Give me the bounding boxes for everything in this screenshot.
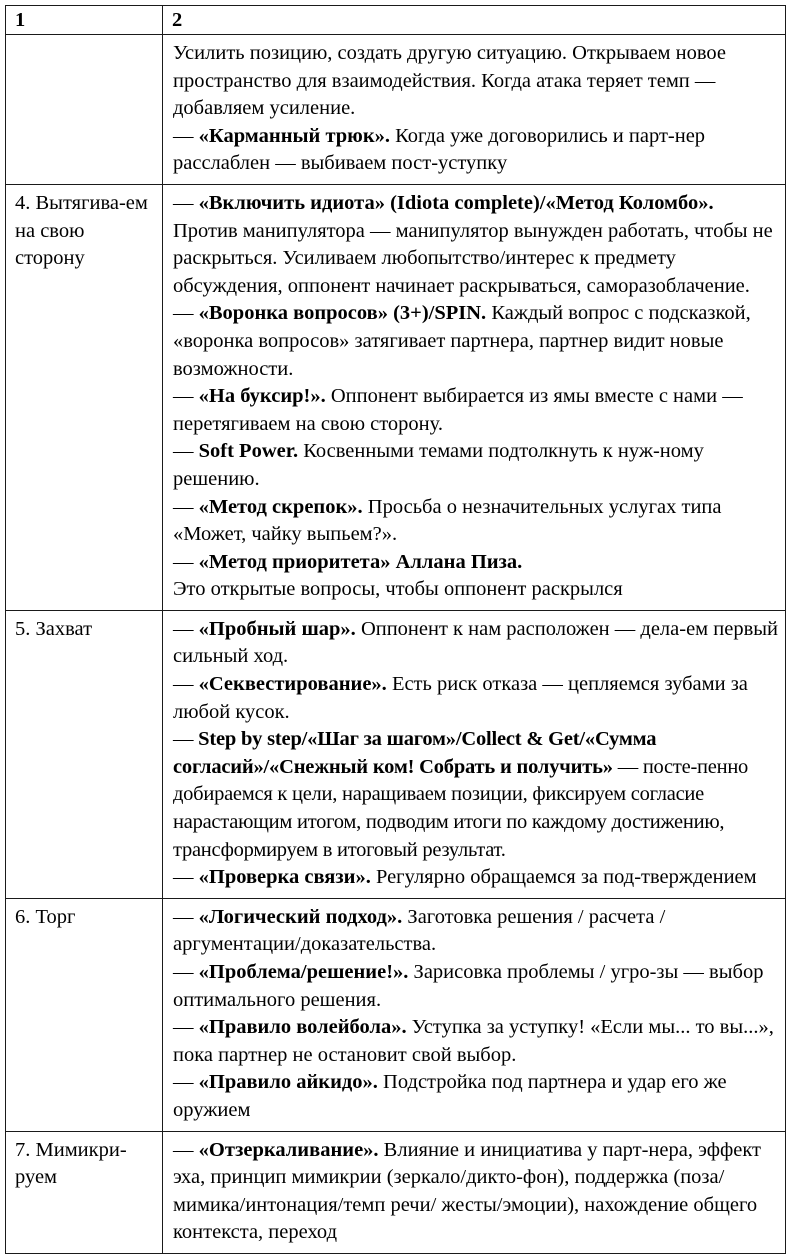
content-paragraph xyxy=(173,40,778,123)
content-paragraph xyxy=(173,190,778,300)
technique-description: Есть риск отказа — цепляемся зубами за любой кусок. xyxy=(173,673,748,723)
technique-description: — xyxy=(173,1138,199,1161)
row-label xyxy=(6,35,162,46)
technique-description: Подстройка под партнера и удар его же оружием xyxy=(173,1071,727,1121)
table-header xyxy=(6,6,786,35)
technique-name: Step by step/«Шаг за шагом»/Collect & Get/«Сумма согласий»/«Снежный ком! Собрать и получить» xyxy=(173,728,657,778)
row-content xyxy=(163,185,785,610)
row-content xyxy=(163,1132,785,1253)
technique-name: «Воронка вопросов» (3+)/SPIN. xyxy=(198,302,487,325)
content-paragraph xyxy=(173,576,778,604)
table-row xyxy=(6,898,786,1131)
content-paragraph xyxy=(173,494,778,549)
table-header-row xyxy=(6,6,786,35)
row-content-cell xyxy=(163,898,786,1131)
technique-name: «Метод приоритета» Аллана Пиза. xyxy=(198,550,523,573)
technique-description: Косвенными темами подтолкнуть к нуж-ному решению. xyxy=(173,440,704,490)
technique-description: Регулярно обращаемся за под-тверждением xyxy=(370,866,757,889)
column-header-2-label: 2 xyxy=(172,9,183,31)
row-label-cell xyxy=(6,184,163,610)
row-content-cell xyxy=(163,184,786,610)
technique-description: Просьба о незначительных услугах типа «Может, чайку выпьем?». xyxy=(173,495,722,546)
technique-description: — xyxy=(173,191,199,214)
technique-description: — посте-пенно добираемся к цели, наращиваем позиции, фиксируем согласие нарастающим итогом, подводим итоги по каждому достижению, трансформируем в итоговый результат. xyxy=(173,755,749,861)
content-paragraph xyxy=(173,1137,778,1247)
technique-description: Уступка за уступку! «Если мы... то вы...», пока партнер не остановит свой выбор. xyxy=(173,1016,774,1066)
technique-name: «Включить идиота» (Idiota complete)/«Метод Коломбо». xyxy=(198,191,714,214)
technique-description: — xyxy=(173,124,199,147)
content-paragraph xyxy=(173,616,778,671)
table-row xyxy=(6,610,786,898)
methods-table xyxy=(5,5,786,1254)
technique-name: «Карманный трюк». xyxy=(198,124,391,147)
technique-name: «На буксир!». xyxy=(198,385,326,408)
technique-description: Оппонент к нам расположен — дела-ем первый сильный ход. xyxy=(173,617,779,668)
row-content xyxy=(163,35,785,184)
table-row xyxy=(6,35,786,185)
technique-description: — xyxy=(173,1016,199,1039)
content-paragraph xyxy=(173,726,778,864)
technique-description: Зарисовка проблемы / угро-зы — выбор оптимального решения. xyxy=(173,961,764,1011)
technique-description: — xyxy=(173,866,199,889)
row-label-cell xyxy=(6,610,163,898)
row-label: 5. Захват xyxy=(15,617,93,640)
content-paragraph xyxy=(173,671,778,726)
technique-description: — xyxy=(173,673,199,696)
content-paragraph xyxy=(173,864,778,892)
row-content xyxy=(163,611,785,898)
technique-name: «Проверка связи». xyxy=(198,866,371,889)
content-paragraph xyxy=(173,383,778,438)
column-header-1 xyxy=(6,6,163,35)
technique-description: Когда уже договорились и парт-нер расслаблен — выбиваем пост-уступку xyxy=(173,124,706,175)
technique-description: — xyxy=(173,495,199,518)
technique-name: «Правило волейбола». xyxy=(198,1016,407,1039)
technique-name: «Проблема/решение!». xyxy=(198,961,409,983)
technique-description: Против манипулятора — манипулятор вынужден работать, чтобы не раскрыться. Усиливаем любопытство/интерес к предмету обсуждения, оппонент начинает раскрываться, саморазоблачение. xyxy=(173,219,773,297)
technique-name: Soft Power. xyxy=(198,440,299,463)
technique-description: Влияние и инициатива у парт-нера, эффект эха, принцип мимикрии (зеркало/дикто-фон), поддержка (поза/мимика/интонация/темп речи/ жесты/эмоции), нахождение общего контекста, переход xyxy=(173,1138,761,1244)
content-paragraph xyxy=(173,1014,778,1069)
technique-name: «Пробный шар». xyxy=(198,617,356,640)
content-paragraph xyxy=(173,904,778,959)
content-paragraph xyxy=(173,1069,778,1124)
content-paragraph xyxy=(173,549,778,577)
technique-description: — xyxy=(173,440,199,463)
row-content xyxy=(163,899,785,1131)
technique-description: — xyxy=(173,302,199,325)
row-content-cell xyxy=(163,610,786,898)
table-body xyxy=(6,35,786,1254)
row-label-cell xyxy=(6,35,163,185)
content-paragraph xyxy=(173,123,778,178)
technique-name: «Логический подход». xyxy=(198,905,403,928)
row-content-cell xyxy=(163,1131,786,1253)
row-label-cell xyxy=(6,898,163,1131)
row-label: 4. Вытягива-ем на свою сторону xyxy=(15,191,148,270)
table-row xyxy=(6,184,786,610)
technique-description: — xyxy=(173,1071,199,1094)
technique-description: Заготовка решения / расчета / аргументации/доказательства. xyxy=(173,905,666,956)
technique-description: Оппонент выбирается из ямы вместе с нами — перетягиваем на свою сторону. xyxy=(173,385,743,435)
column-header-1-label: 1 xyxy=(15,9,26,31)
content-paragraph xyxy=(173,300,778,383)
technique-description: — xyxy=(173,905,199,928)
technique-description: — xyxy=(173,728,199,751)
technique-name: «Правило айкидо». xyxy=(198,1071,378,1094)
technique-description: — xyxy=(173,617,199,640)
content-paragraph xyxy=(173,438,778,493)
row-label: 6. Торг xyxy=(15,905,76,928)
technique-description: — xyxy=(173,961,199,983)
row-label: 7. Мимикри-руем xyxy=(15,1138,127,1189)
technique-description: Усилить позицию, создать другую ситуацию. Открываем новое пространство для взаимодействия. Когда атака теряет темп — добавляем усиление. xyxy=(173,42,726,120)
technique-description: — xyxy=(173,550,199,573)
table-row xyxy=(6,1131,786,1253)
technique-description: Каждый вопрос с подсказкой, «воронка вопросов» затягивает партнера, партнер видит новые возможности. xyxy=(173,302,751,380)
row-content-cell xyxy=(163,35,786,185)
technique-description: — xyxy=(173,385,199,408)
row-label-cell xyxy=(6,1131,163,1253)
content-paragraph xyxy=(173,959,778,1014)
technique-name: «Метод скрепок». xyxy=(198,495,363,518)
technique-name: «Секвестирование». xyxy=(198,673,387,696)
technique-name: «Отзеркаливание». xyxy=(198,1138,379,1161)
technique-description: Это открытые вопросы, чтобы оппонент раскрылся xyxy=(173,578,623,601)
column-header-2 xyxy=(163,6,786,35)
